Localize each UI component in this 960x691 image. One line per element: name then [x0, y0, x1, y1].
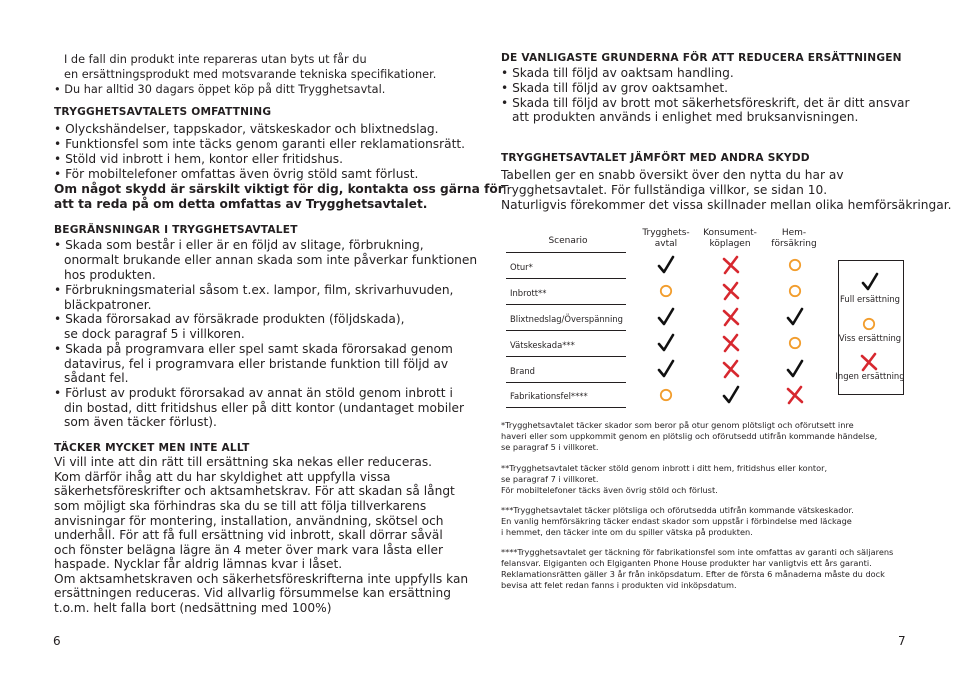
list-item: hos produkten.: [64, 268, 156, 282]
compare-heading: TRYGGHETSAVTALET JÄMFÖRT MED ANDRA SKYDD: [501, 152, 810, 164]
list-item: • Skada till följd av brott mot säkerhetsföreskrift, det är ditt ansvar: [501, 96, 910, 110]
column-header-line: Konsument-: [703, 228, 757, 238]
list-item: sådant fel.: [64, 371, 129, 385]
footnote-line: se paragraf 7 i villkoret.: [501, 474, 599, 484]
row-divider: [506, 304, 626, 305]
scenario-label: Vätskeskada***: [510, 340, 575, 350]
scenario-label: Brand: [510, 366, 535, 376]
list-item: • Olyckshändelser, tappskador, vätskeskador och blixtnedslag.: [54, 122, 439, 136]
row-divider: [506, 356, 626, 357]
column-header-line: Hem-: [781, 228, 807, 238]
reasons-heading: DE VANLIGASTE GRUNDERNA FÖR ATT REDUCERA ERSÄTTNINGEN: [501, 52, 902, 64]
list-item: • Funktionsfel som inte täcks genom garanti eller reklamationsrätt.: [54, 137, 466, 151]
legend-label: Viss ersättning: [838, 333, 902, 343]
circle-icon: [785, 333, 805, 357]
scope-note: Om något skydd är särskilt viktigt för dig, kontakta oss gärna för: [54, 182, 504, 196]
intro-line: I de fall din produkt inte repareras utan byts ut får du: [64, 53, 367, 66]
check-icon: [785, 307, 805, 331]
paragraph-line: t.o.m. helt falla bort (nedsättning med 100%): [54, 601, 332, 615]
cross-icon: [785, 385, 805, 409]
intro-line: • Du har alltid 30 dagars öppet köp på ditt Trygghetsavtal.: [54, 83, 386, 96]
paragraph-line: säkerhetsföreskrifter och aktsamhetskrav. För att skadan så långt: [54, 484, 455, 498]
paragraph-line: Vi vill inte att din rätt till ersättning ska nekas eller reduceras.: [54, 455, 433, 469]
column-header-line: avtal: [654, 239, 678, 249]
row-divider: [506, 278, 626, 279]
list-item: • Skada till följd av oaktsam handling.: [501, 66, 734, 80]
circle-icon: [656, 281, 676, 305]
check-icon: [656, 307, 676, 331]
column-header-line: köplagen: [709, 239, 751, 249]
row-divider: [506, 407, 626, 408]
list-item: • Förbrukningsmaterial såsom t.ex. lampor, film, skrivarhuvuden,: [54, 283, 454, 297]
intro-line: en ersättningsprodukt med motsvarande tekniska specifikationer.: [64, 68, 437, 81]
scenario-header: Scenario: [548, 236, 588, 246]
check-icon: [656, 359, 676, 383]
circle-icon: [656, 385, 676, 409]
paragraph-line: Naturligvis förekommer det vissa skillnader mellan olika hemförsäkringar.: [501, 198, 952, 212]
list-item: • Förlust av produkt förorsakad av annat än stöld genom inbrott i: [54, 386, 453, 400]
footnote-line: i hemmet, den täcker inte om du spiller vätska på produkten.: [501, 527, 753, 537]
footnote-line: bevisa att felet redan fanns i produkten vid inköpsdatum.: [501, 580, 737, 590]
check-icon: [656, 255, 676, 279]
paragraph-line: Om aktsamhetskraven och säkerhetsföreskrifterna inte uppfylls kan: [54, 572, 469, 586]
list-item: • För mobiltelefoner omfattas även övrig stöld samt förlust.: [54, 167, 419, 181]
footnote-line: haveri eller som uppkommit genom en plötslig och oförutsedd utifrån kommande händelse,: [501, 431, 878, 441]
column-header: [759, 228, 829, 250]
paragraph-line: och fönster belägna lägre än 4 meter över mark vara låsta eller: [54, 543, 444, 557]
paragraph-line: underhåll. För att få full ersättning vid inbrott, skall dörrar såväl: [54, 528, 443, 542]
list-item: • Skada på programvara eller spel samt skada förorsakad genom: [54, 342, 453, 356]
list-item: som även täcker förlust).: [64, 415, 217, 429]
footnote-line: felansvar. Elgiganten och Elgiganten Phone House produkter har vanligtvis ett års garanti.: [501, 558, 872, 568]
list-item: datavirus, fel i programvara eller bristande funktion till följd av: [64, 357, 449, 371]
column-header-line: Trygghets-: [642, 228, 690, 238]
list-item: • Skada förorsakad av försäkrade produkten (följdskada),: [54, 312, 405, 326]
footnote-line: En vanlig hemförsäkring täcker endast skador som uppstår i förbindelse med läckage: [501, 516, 852, 526]
list-item: • Stöld vid inbrott i hem, kontor eller fritidshus.: [54, 152, 344, 166]
list-item: • Skada som består i eller är en följd av slitage, förbrukning,: [54, 238, 424, 252]
list-item: din bostad, ditt fritidshus eller på ditt kontor (undantaget mobiler: [64, 401, 464, 415]
row-divider: [506, 330, 626, 331]
page-number: 7: [898, 634, 906, 648]
legend-label: Full ersättning: [840, 294, 900, 304]
paragraph-line: Trygghetsavtalet. För fullständiga villkor, se sidan 10.: [501, 183, 828, 197]
paragraph-line: Tabellen ger en snabb översikt över den nytta du har av: [501, 168, 844, 182]
circle-icon: [785, 255, 805, 279]
footnote-line: *Trygghetsavtalet täcker skador som beror på otur genom plötsligt och oförutsett inre: [501, 420, 854, 430]
list-item: se dock paragraf 5 i villkoren.: [64, 327, 245, 341]
scenario-label: Otur*: [510, 262, 533, 272]
scenario-label: Blixtnedslag/Överspänning: [510, 314, 623, 324]
check-icon: [656, 333, 676, 357]
list-item: • Skada till följd av grov oaktsamhet.: [501, 81, 729, 95]
footnote-line: ***Trygghetsavtalet täcker plötsliga och oförutsedda utifrån kommande vätskeskador.: [501, 505, 854, 515]
list-item: att produkten används i enlighet med bruksanvisningen.: [512, 110, 859, 124]
check-icon: [860, 272, 880, 296]
row-divider: [506, 382, 626, 383]
circle-icon: [785, 281, 805, 305]
paragraph-line: som möjligt ska förhindras ska du se till att följa tillverkarens: [54, 499, 427, 513]
paragraph-line: anvisningar för montering, installation, användning, skötsel och: [54, 514, 444, 528]
footnote-line: **Trygghetsavtalet täcker stöld genom inbrott i ditt hem, fritidshus eller kontor,: [501, 463, 828, 473]
cross-icon: [721, 307, 741, 331]
legend-label: Ingen ersättning: [835, 371, 905, 381]
scope-heading: TRYGGHETSAVTALETS OMFATTNING: [54, 106, 272, 118]
cross-icon: [721, 333, 741, 357]
footnote-line: Reklamationsrätten gäller 3 år från inköpsdatum. Efter de första 6 månaderna måste du dock: [501, 569, 885, 579]
column-header-line: försäkring: [771, 239, 817, 249]
list-item: onormalt brukande eller annan skada som inte påverkar funktionen: [64, 253, 478, 267]
scenario-label: Inbrott**: [510, 288, 547, 298]
paragraph-line: haspade. Nycklar får aldrig lämnas kvar i låset.: [54, 557, 343, 571]
footnote-line: se paragraf 5 i villkoret.: [501, 442, 599, 452]
footnote-line: För mobiltelefoner täcks även övrig stöld och förlust.: [501, 485, 718, 495]
care-heading: TÄCKER MYCKET MEN INTE ALLT: [54, 442, 250, 454]
paragraph-line: ersättningen reduceras. Vid allvarlig försummelse kan ersättning: [54, 586, 451, 600]
cross-icon: [721, 281, 741, 305]
paragraph-line: Kom därför ihåg att du har skyldighet att uppfylla vissa: [54, 470, 391, 484]
check-icon: [785, 359, 805, 383]
column-header: [694, 228, 766, 250]
list-item: bläckpatroner.: [64, 298, 152, 312]
check-icon: [721, 385, 741, 409]
scenario-label: Fabrikationsfel****: [510, 391, 588, 401]
scope-note: att ta reda på om detta omfattas av Trygghetsavtalet.: [54, 197, 428, 211]
footnote-line: ****Trygghetsavtalet ger täckning för fabrikationsfel som inte omfattas av garanti och säljarens: [501, 547, 894, 557]
row-divider: [506, 252, 626, 253]
column-header: [631, 228, 701, 250]
limits-heading: BEGRÄNSNINGAR I TRYGGHETSAVTALET: [54, 224, 298, 236]
cross-icon: [721, 359, 741, 383]
page-number: 6: [53, 634, 61, 648]
cross-icon: [721, 255, 741, 279]
